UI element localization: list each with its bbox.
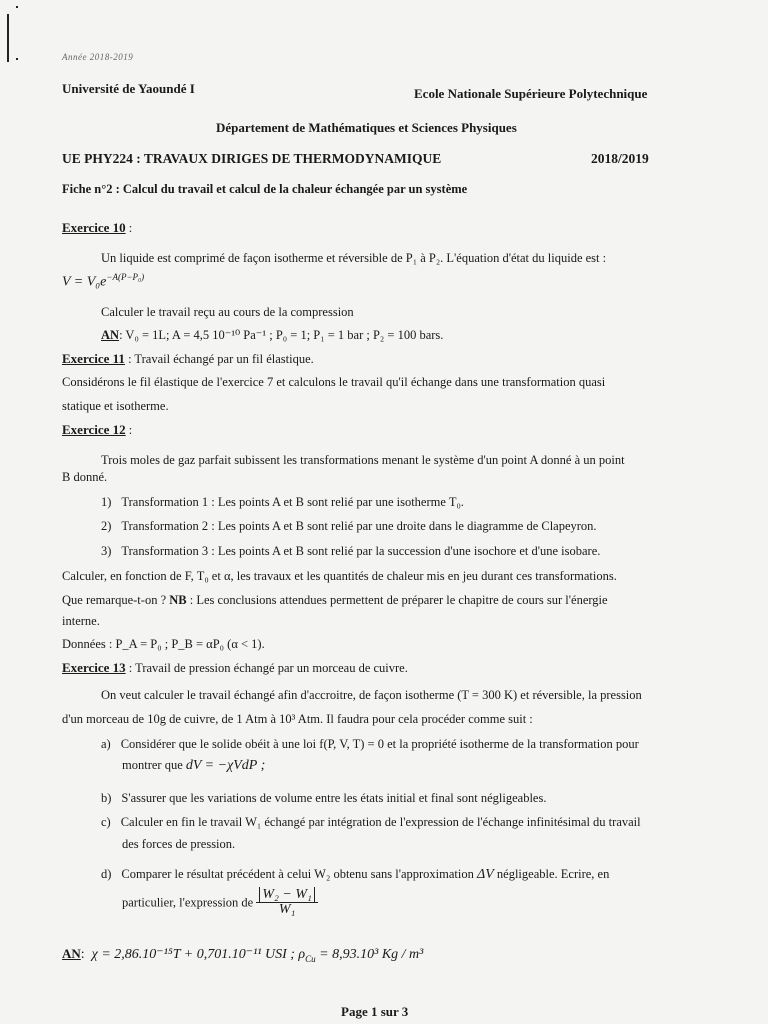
delta-v: ΔV	[477, 867, 494, 882]
course-title: UE PHY224 : TRAVAUX DIRIGES DE THERMODYNAMIQUE	[62, 151, 442, 166]
list-item-continuation	[122, 888, 318, 917]
exercise-13-numerical: AN: χ = 2,86.10⁻¹⁵T + 0,701.10⁻¹¹ USI ; $\rho_{Cu} = 8,93.10^3$ Kg / m³	[62, 946, 424, 964]
exercise-12-line: Calculer, en fonction de F, T₀ et α, les travaux et les quantités de chaleur mis en jeu durant ces transformations.	[62, 569, 617, 583]
list-text: particulier, l'expression de	[122, 895, 257, 910]
list-number: c)	[101, 815, 111, 829]
list-text: Transformation 3 : Les points A et B sont relié par la succession d'une isochore et d'une isobare.	[121, 544, 601, 558]
exercise-label: Exercice 13	[62, 660, 126, 675]
list-item	[101, 738, 639, 751]
scan-dot	[16, 6, 18, 8]
handwritten-note: Année 2018-2019	[62, 52, 134, 62]
exercise-12-line	[62, 594, 608, 607]
fiche-label: Fiche n°2	[62, 182, 113, 196]
exercise-11-heading	[62, 352, 314, 366]
heading-suffix: :	[125, 423, 133, 437]
list-text: Transformation 1 : Les points A et B sont relié par une isotherme T₀.	[121, 495, 464, 509]
heading-suffix: : Travail de pression échangé par un morceau de cuivre.	[125, 661, 408, 675]
list-text: Comparer le résultat précédent à celui W₂ obtenu sans l'approximation	[121, 867, 477, 881]
exercise-13-line: d'un morceau de 10g de cuivre, de 1 Atm à 10³ Atm. Il faudra pour cela procéder comme suit :	[62, 712, 533, 726]
exercise-11-line: Considérons le fil élastique de l'exercice 7 et calculons le travail qu'il échange dans une transformation quasi	[62, 375, 606, 389]
list-item	[101, 868, 609, 882]
relative-difference-fraction	[256, 888, 318, 917]
exercise-12-heading	[62, 423, 132, 437]
equation-exponent: −A(P−P₀)	[106, 272, 145, 282]
list-number: 3)	[101, 544, 112, 558]
exercise-12-line: Trois moles de gaz parfait subissent les transformations menant le système d'un point A donné à un point	[101, 453, 625, 467]
list-text: Calculer en fin le travail W₁ échangé par intégration de l'expression de l'échange infinitésimal du travail	[120, 815, 641, 829]
academic-year: 2018/2019	[591, 151, 649, 166]
list-text: négligeable. Ecrire, en	[493, 867, 610, 881]
list-number: a)	[101, 737, 111, 751]
scan-dot	[16, 58, 18, 60]
exercise-12-line: B donné.	[62, 470, 108, 484]
list-text: Considérer que le solide obéit à une loi f(P, V, T) = 0 et la propriété isotherme de la transformation pour	[120, 737, 639, 751]
equation-lhs: V = V₀e	[62, 274, 107, 290]
exercise-10-line: Un liquide est comprimé de façon isotherme et réversible de P₁ à P₂. L'équation d'état du liquide est :	[101, 251, 607, 265]
list-number: 2)	[101, 519, 112, 533]
page-number: Page 1 sur 3	[341, 1004, 409, 1019]
list-text: montrer que	[122, 758, 186, 772]
an-values: χ = 2,86.10⁻¹⁵T + 0,701.10⁻¹¹ USI ; ρ	[91, 947, 306, 962]
department-name: Département de Mathématiques et Sciences Physiques	[216, 120, 517, 135]
line-text: Que remarque-t-on ?	[62, 593, 170, 607]
list-item-continuation	[122, 759, 265, 773]
exercise-13-heading	[62, 661, 408, 675]
list-item	[101, 496, 464, 509]
exercise-13-line: On veut calculer le travail échangé afin d'accroitre, de façon isotherme (T = 300 K) et réversible, la pression	[101, 688, 642, 702]
list-number: b)	[101, 791, 112, 805]
density-subscript: Cu	[305, 953, 316, 964]
exercise-11-line: statique et isotherme.	[62, 399, 169, 413]
fraction-denominator: W₁	[278, 902, 296, 917]
fraction-numerator: W₂ − W₁	[259, 887, 315, 902]
compressibility-equation: dV = −χVdP ;	[185, 758, 266, 773]
equation-of-state	[62, 272, 144, 291]
university-name: Université de Yaoundé I	[62, 81, 195, 96]
list-item	[101, 816, 641, 829]
list-number: 1)	[101, 495, 112, 509]
list-number: d)	[101, 867, 112, 881]
exercise-12-line: interne.	[62, 614, 100, 628]
exercise-label: Exercice 12	[62, 422, 126, 437]
an-label: AN	[101, 328, 120, 342]
exercise-label: Exercice 10	[62, 220, 126, 235]
list-text: Transformation 2 : Les points A et B sont relié par une droite dans le diagramme de Clapeyron.	[121, 519, 597, 533]
an-values: : V₀ = 1L; A = 4,5 10⁻¹⁰ Pa⁻¹ ; P₀ = 1; P₁ = 1 bar ; P₂ = 100 bars.	[119, 328, 444, 342]
an-values: = 8,93.10³ Kg / m³	[315, 947, 424, 962]
exercise-12-data: Données : P_A = P₀ ; P_B = αP₀ (α < 1).	[62, 637, 265, 651]
heading-suffix: :	[125, 221, 133, 235]
scan-edge-mark	[7, 14, 9, 62]
list-item	[101, 520, 597, 533]
list-item	[101, 792, 546, 805]
school-name: Ecole Nationale Supérieure Polytechnique	[414, 86, 648, 101]
nb-label: NB	[169, 593, 187, 607]
fiche-subject: : Calcul du travail et calcul de la chaleur échangée par un système	[112, 182, 468, 196]
exercise-label: Exercice 11	[62, 351, 125, 366]
list-item	[101, 545, 600, 558]
fiche-title	[62, 182, 467, 197]
exercise-10-numerical	[101, 329, 443, 342]
list-text: S'assurer que les variations de volume entre les états initial et final sont négligeables.	[121, 791, 547, 805]
exercise-10-heading	[62, 221, 132, 235]
exercise-10-instruction: Calculer le travail reçu au cours de la compression	[101, 305, 354, 319]
line-text: : Les conclusions attendues permettent de préparer le chapitre de cours sur l'énergie	[186, 593, 608, 607]
list-item-continuation: des forces de pression.	[122, 837, 236, 851]
heading-suffix: : Travail échangé par un fil élastique.	[124, 352, 314, 366]
an-label: AN	[62, 946, 81, 961]
